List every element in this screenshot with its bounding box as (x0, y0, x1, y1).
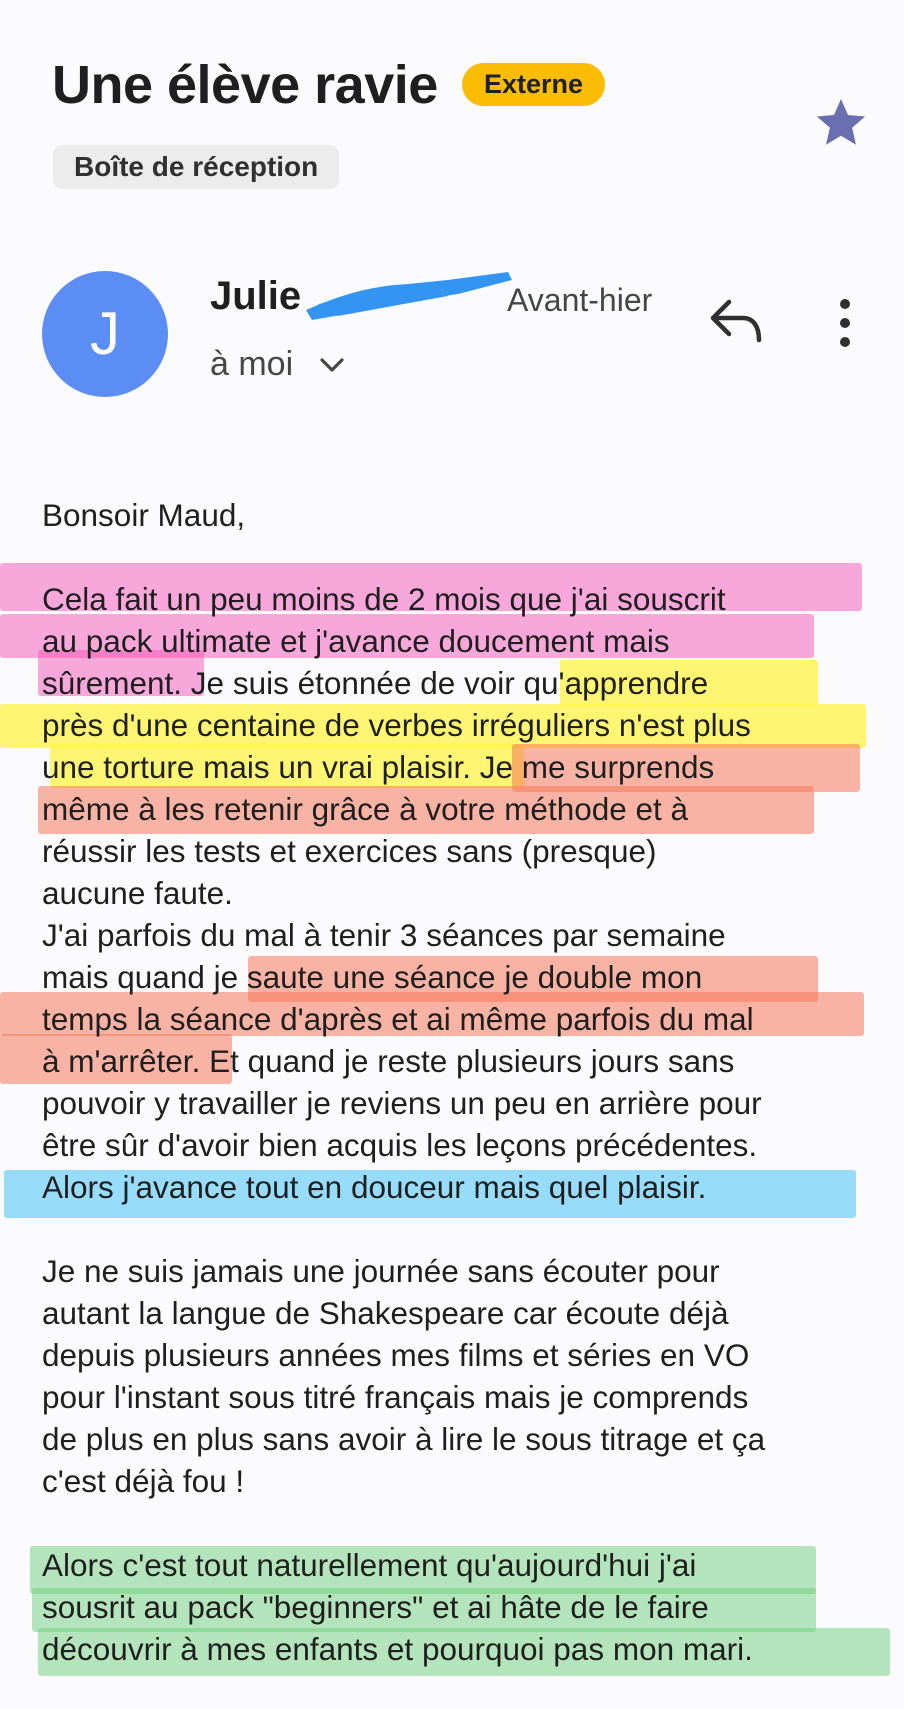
body-line: pour l'instant sous titré français mais je comprends (42, 1379, 749, 1415)
reply-icon[interactable] (707, 296, 765, 346)
body-line: découvrir à mes enfants et pourquoi pas mon mari. (42, 1631, 753, 1667)
sender-name: Julie (210, 274, 302, 318)
body-line: autant la langue de Shakespeare car écoute déjà (42, 1295, 729, 1331)
label-chip-inbox[interactable]: Boîte de réception (53, 145, 339, 189)
paragraph-1 (42, 578, 902, 1208)
external-badge: Externe (462, 63, 605, 106)
message-time: Avant-hier (507, 282, 653, 318)
body-line: pouvoir y travailler je reviens un peu en arrière pour (42, 1085, 762, 1121)
recipient-toggle[interactable]: à moi (210, 345, 294, 383)
body-line: Je ne suis jamais une journée sans écouter pour (42, 1253, 720, 1289)
email-body (42, 494, 902, 1670)
sender-avatar[interactable]: J (42, 271, 168, 397)
body-line: Alors c'est tout naturellement qu'aujourd'hui j'ai (42, 1547, 697, 1583)
greeting: Bonsoir Maud, (42, 497, 246, 533)
body-line: sousrit au pack "beginners" et ai hâte de le faire (42, 1589, 709, 1625)
body-line: mais quand je saute une séance je double mon (42, 959, 703, 995)
more-vert-icon[interactable] (830, 296, 860, 350)
paragraph-2 (42, 1250, 902, 1502)
body-line: être sûr d'avoir bien acquis les leçons précédentes. (42, 1127, 758, 1163)
body-line: Alors j'avance tout en douceur mais quel plaisir. (42, 1169, 707, 1205)
redaction-scribble (298, 266, 520, 322)
star-icon[interactable] (812, 93, 870, 151)
body-line: de plus en plus sans avoir à lire le sous titrage et ça (42, 1421, 766, 1457)
body-line: Cela fait un peu moins de 2 mois que j'ai souscrit (42, 581, 726, 617)
body-line: depuis plusieurs années mes films et séries en VO (42, 1337, 750, 1373)
body-line: c'est déjà fou ! (42, 1463, 245, 1499)
body-line: J'ai parfois du mal à tenir 3 séances par semaine (42, 917, 726, 953)
body-line: temps la séance d'après et ai même parfois du mal (42, 1001, 754, 1037)
body-line: une torture mais un vrai plaisir. Je me surprends (42, 749, 715, 785)
body-line: sûrement. Je suis étonnée de voir qu'apprendre (42, 665, 709, 701)
body-line: près d'une centaine de verbes irréguliers n'est plus (42, 707, 751, 743)
body-line: à m'arrêter. Et quand je reste plusieurs jours sans (42, 1043, 735, 1079)
paragraph-3 (42, 1544, 902, 1670)
body-line: même à les retenir grâce à votre méthode et à (42, 791, 689, 827)
chevron-down-icon[interactable] (318, 354, 346, 376)
body-line: aucune faute. (42, 875, 233, 911)
body-line: au pack ultimate et j'avance doucement mais (42, 623, 670, 659)
body-line: réussir les tests et exercices sans (presque) (42, 833, 657, 869)
email-subject: Une élève ravie (52, 55, 438, 115)
